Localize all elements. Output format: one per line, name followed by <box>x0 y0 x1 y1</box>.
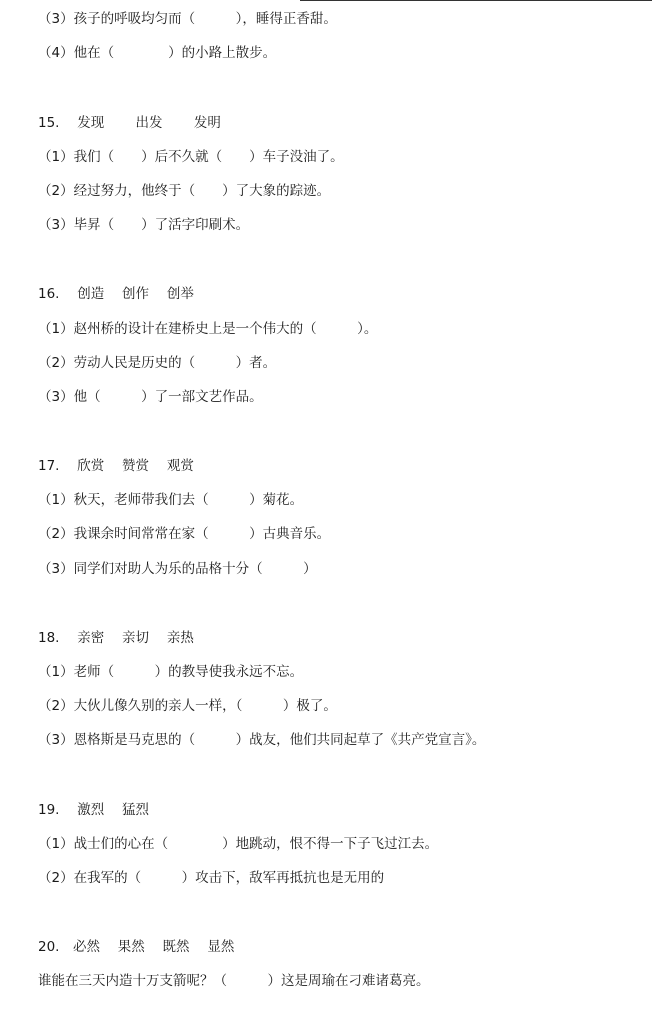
q20-heading: 20. 必然 果然 既然 显然 <box>38 939 235 955</box>
q18-heading: 18. 亲密 亲切 亲热 <box>38 630 194 646</box>
q19-item-1: （1）战士们的心在（ ）地跳动，恨不得一下子飞过江去。 <box>38 836 439 852</box>
q14-item-3: （3）孩子的呼吸均匀而（ ），睡得正香甜。 <box>38 11 337 27</box>
q15-item-3: （3）毕昇（ ）了活字印刷术。 <box>38 217 250 233</box>
q20-item: 谁能在三天内造十万支箭呢？（ ）这是周瑜在刁难诸葛亮。 <box>38 973 430 989</box>
q15-heading: 15. 发现 出发 发明 <box>38 115 221 131</box>
q18-item-2: （2）大伙儿像久别的亲人一样，（ ）极了。 <box>38 698 337 714</box>
q15-item-2: （2）经过努力，他终于（ ）了大象的踪迹。 <box>38 183 331 199</box>
q16-item-3: （3）他（ ）了一部文艺作品。 <box>38 389 263 405</box>
q18-item-3: （3）恩格斯是马克思的（ ）战友，他们共同起草了《共产党宣言》。 <box>38 732 486 748</box>
q15-item-1: （1）我们（ ）后不久就（ ）车子没油了。 <box>38 149 344 165</box>
q17-item-2: （2）我课余时间常常在家（ ）古典音乐。 <box>38 526 331 542</box>
q19-item-2: （2）在我军的（ ）攻击下，敌军再抵抗也是无用的 <box>38 870 385 886</box>
q17-item-1: （1）秋天，老师带我们去（ ）菊花。 <box>38 492 304 508</box>
top-rule <box>300 0 652 1</box>
q14-item-4: （4）他在（ ）的小路上散步。 <box>38 45 277 61</box>
q19-heading: 19. 激烈 猛烈 <box>38 802 150 818</box>
q17-item-3: （3）同学们对助人为乐的品格十分（ ） <box>38 561 317 577</box>
q16-heading: 16. 创造 创作 创举 <box>38 286 194 302</box>
q17-heading: 17. 欣赏 赞赏 观赏 <box>38 458 194 474</box>
q16-item-2: （2）劳动人民是历史的（ ）者。 <box>38 355 277 371</box>
q18-item-1: （1）老师（ ）的教导使我永远不忘。 <box>38 664 304 680</box>
q16-item-1: （1）赵州桥的设计在建桥史上是一个伟大的（ ）。 <box>38 321 378 337</box>
